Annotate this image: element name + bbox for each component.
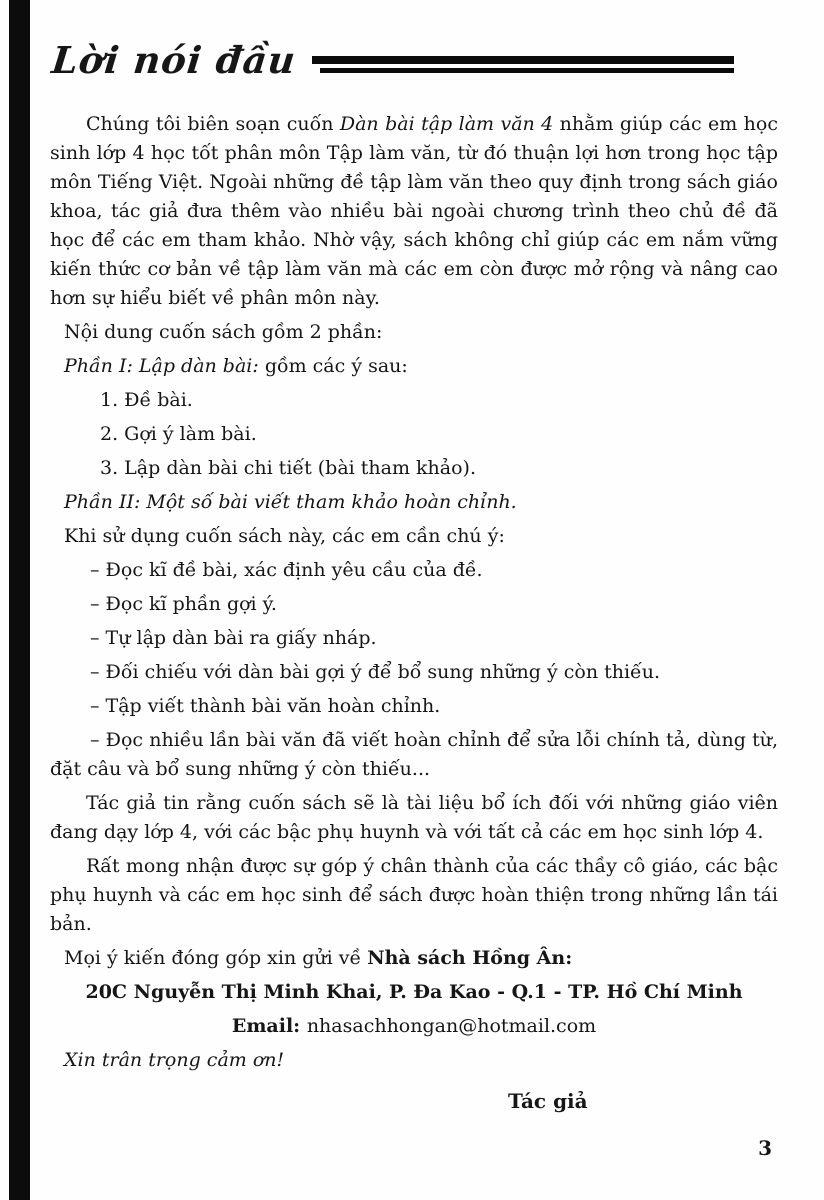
closing-paragraph-2: Rất mong nhận được sự góp ý chân thành của các thầy cô giáo, các bậc phụ huynh và các em học sinh để sách được hoàn thiện trong những lần tái bản. <box>50 855 778 935</box>
intro-text-after: nhằm giúp các em học sinh lớp 4 học tốt phân môn Tập làm văn, từ đó thuận lợi hơn trong học tập môn Tiếng Việt. Ngoài những đề tập làm văn theo quy định trong sách giáo khoa, tác giả đưa thêm vào nhiều bài ngoài chương trình theo chủ đề đã học để các em tham khảo. Nhờ vậy, sách không chỉ giúp các em nắm vững kiến thức cơ bản về tập làm văn mà các em còn được mở rộng và nâng cao hơn sự hiểu biết về phân môn này. <box>50 113 778 309</box>
page-title: Lời nói đầu <box>49 38 299 82</box>
usage-bullet-1: – Đọc kĩ đề bài, xác định yêu cầu của đề. <box>90 559 483 581</box>
usage-bullet-3: – Tự lập dàn bài ra giấy nháp. <box>90 627 377 649</box>
list-item-3: 3. Lập dàn bài chi tiết (bài tham khảo). <box>100 457 477 479</box>
part1-heading-rest: gồm các ý sau: <box>258 355 408 377</box>
spine-binding-bar <box>9 0 30 1200</box>
contact-intro-text: Mọi ý kiến đóng góp xin gửi về <box>64 947 368 969</box>
publisher-address: 20C Nguyễn Thị Minh Khai, P. Đa Kao - Q.1 - TP. Hồ Chí Minh <box>85 981 743 1003</box>
page-header <box>50 38 778 82</box>
book-title-inline: Dàn bài tập làm văn 4 <box>339 113 554 135</box>
page-number: 3 <box>758 1136 772 1160</box>
usage-bullet-5: – Tập viết thành bài văn hoàn chỉnh. <box>90 695 441 717</box>
closing-paragraph-1: Tác giả tin rằng cuốn sách sẽ là tài liệu bổ ích đối với những giáo viên đang dạy lớp 4, với các bậc phụ huynh và với tất cả các em học sinh lớp 4. <box>50 792 778 843</box>
usage-bullet-2: – Đọc kĩ phần gợi ý. <box>90 593 277 615</box>
usage-bullet-4: – Đối chiếu với dàn bài gợi ý để bổ sung những ý còn thiếu. <box>90 661 661 683</box>
contents-intro-line: Nội dung cuốn sách gồm 2 phần: <box>64 321 383 343</box>
title-rule-thick <box>312 56 734 64</box>
usage-intro-line: Khi sử dụng cuốn sách này, các em cần chú ý: <box>64 525 505 547</box>
list-item-1: 1. Đề bài. <box>100 389 193 411</box>
email-line <box>50 1012 778 1041</box>
part2-heading: Phần II: Một số bài viết tham khảo hoàn chỉnh. <box>64 491 517 513</box>
part1-heading <box>50 352 778 381</box>
email-address: nhasachhongan@hotmail.com <box>306 1015 597 1037</box>
author-signature: Tác giả <box>508 1089 588 1113</box>
intro-paragraph <box>50 110 778 313</box>
intro-text-before: Chúng tôi biên soạn cuốn <box>86 113 340 135</box>
thanks-line: Xin trân trọng cảm ơn! <box>64 1049 285 1071</box>
part1-heading-italic: Phần I: Lập dàn bài: <box>64 355 259 377</box>
title-rule-lines <box>312 56 778 82</box>
contact-line <box>50 944 778 973</box>
page-content <box>50 38 778 1121</box>
usage-bullet-6: – Đọc nhiều lần bài văn đã viết hoàn chỉnh để sửa lỗi chính tả, dùng từ, đặt câu và bổ sung những ý còn thiếu... <box>50 729 778 780</box>
email-label: Email: <box>231 1015 307 1037</box>
list-item-2: 2. Gợi ý làm bài. <box>100 423 257 445</box>
publisher-name: Nhà sách Hồng Ân: <box>367 947 573 969</box>
title-rule-thin <box>320 68 734 73</box>
